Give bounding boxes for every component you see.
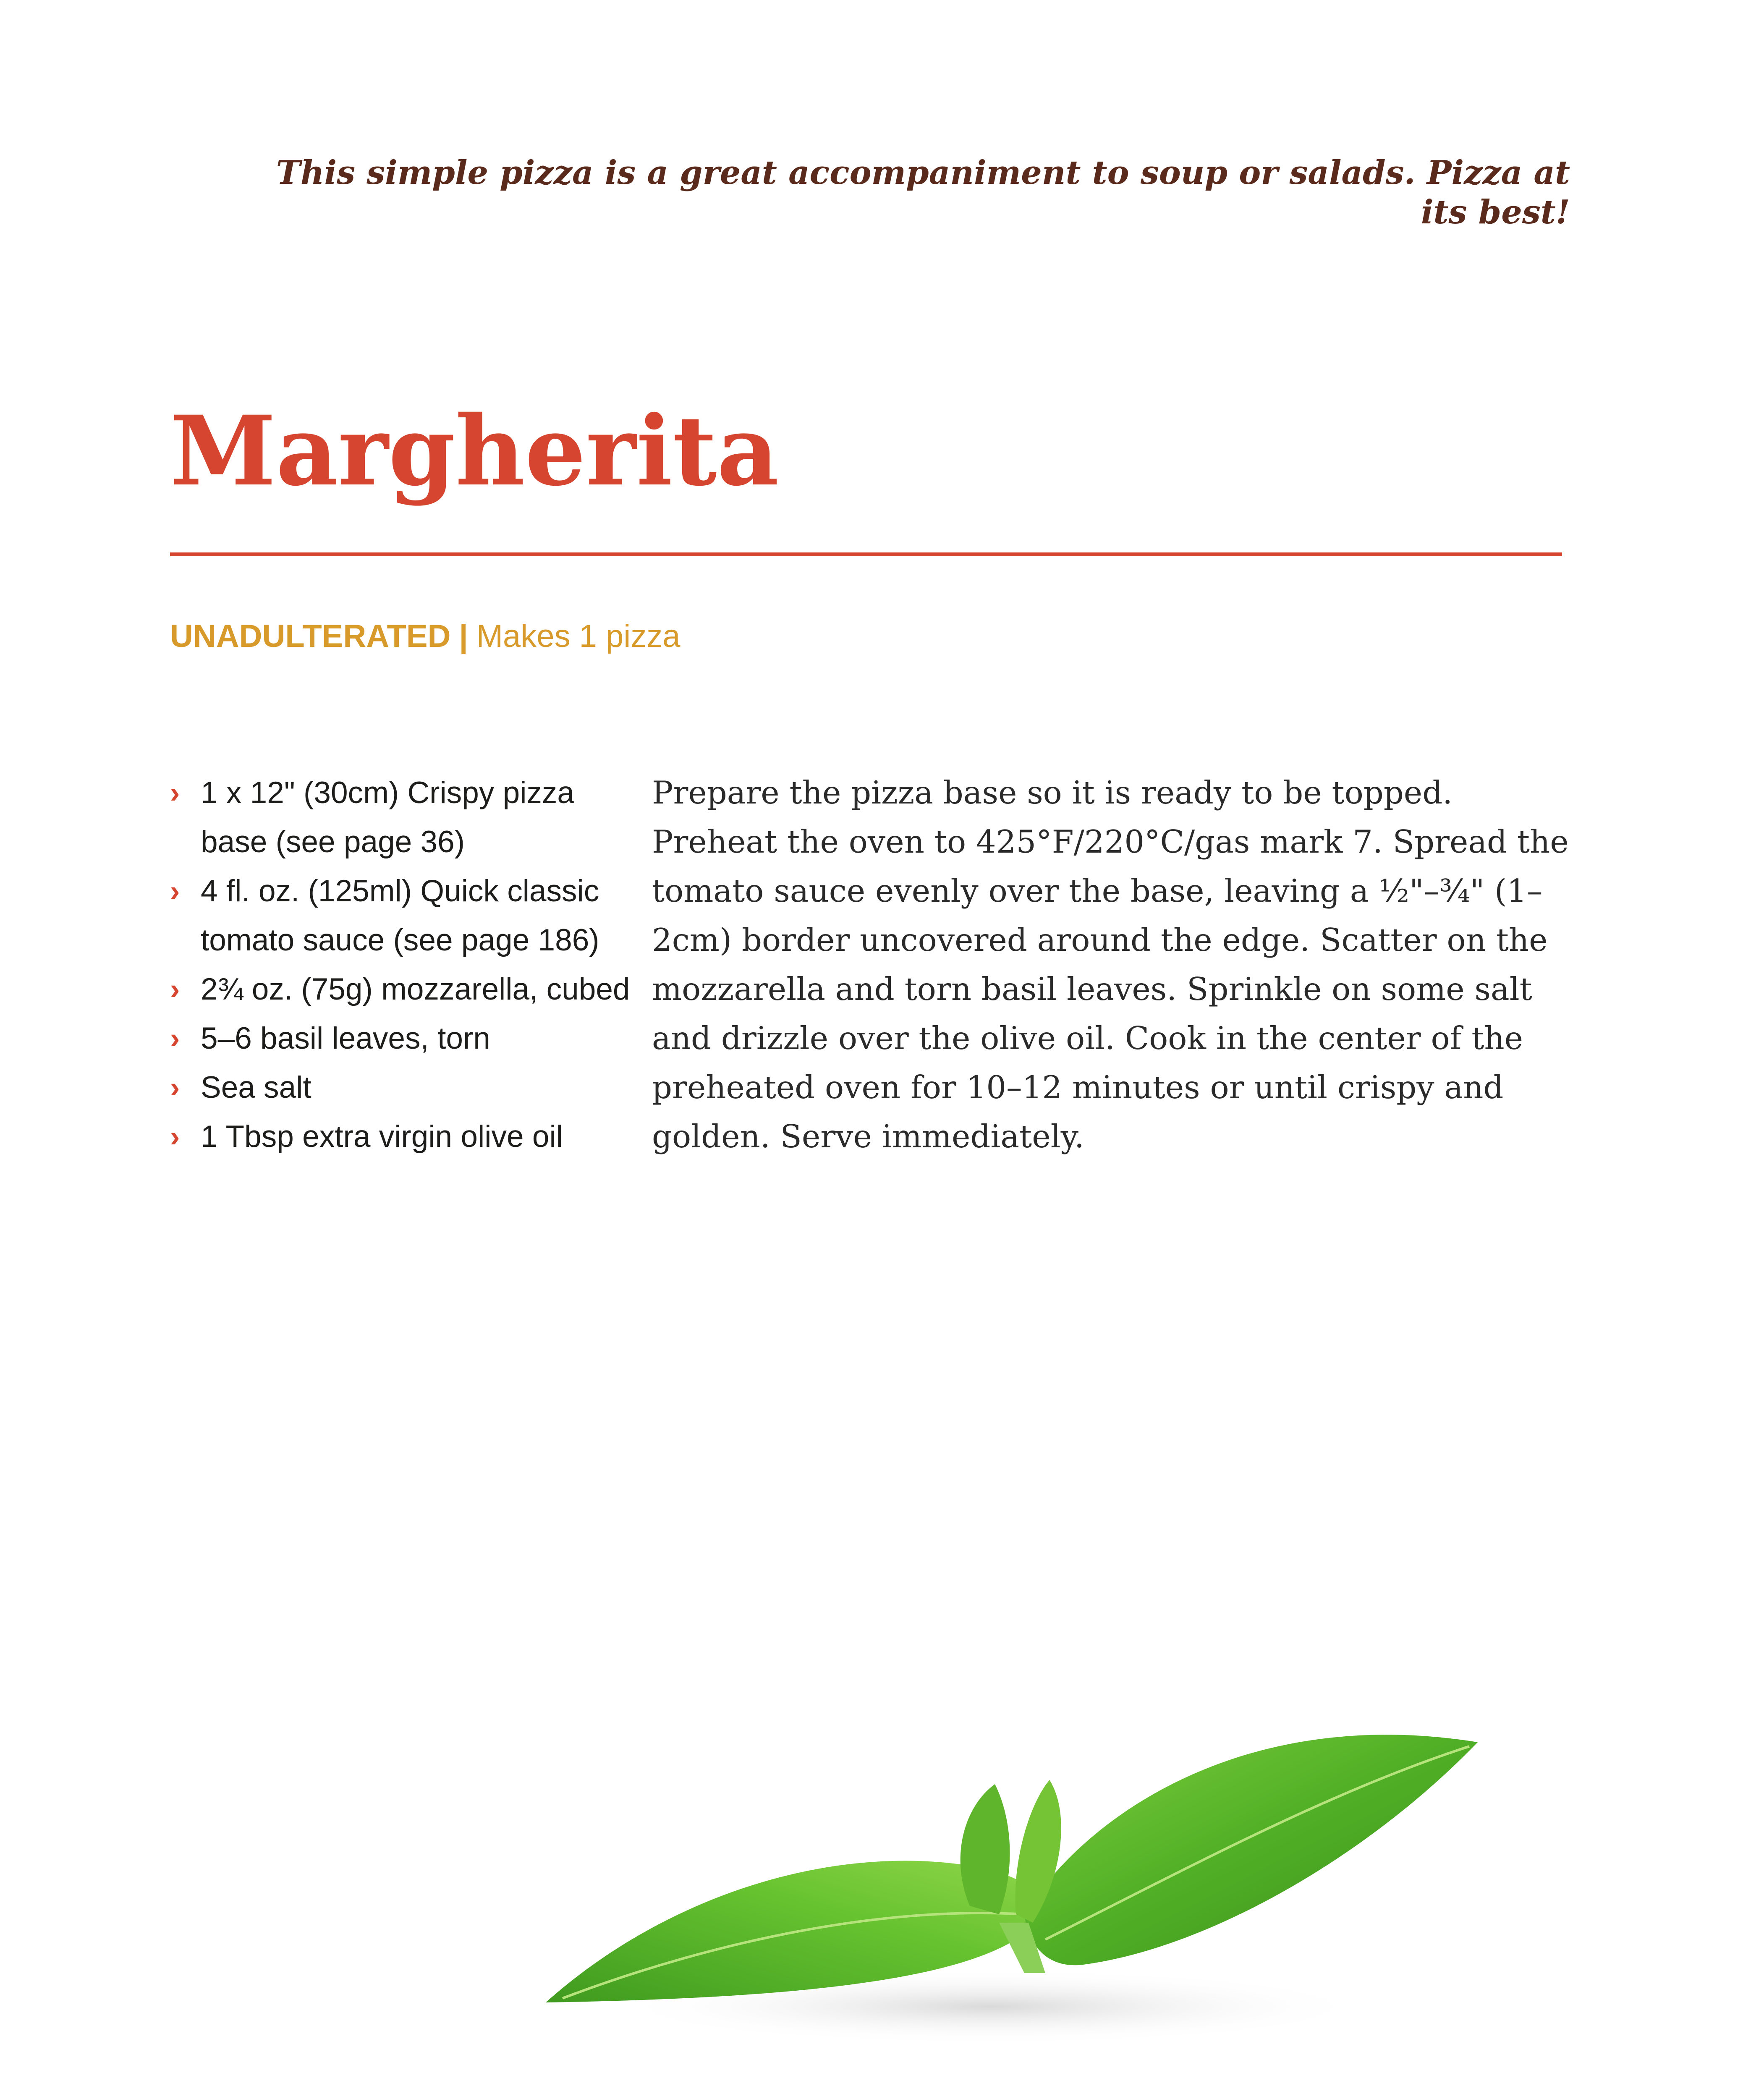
- chevron-right-icon: ›: [170, 1120, 180, 1153]
- meta-separator: |: [459, 618, 468, 654]
- recipe-category: UNADULTERATED: [170, 618, 451, 654]
- ingredient-text: Sea salt: [201, 1070, 311, 1104]
- ingredient-text: 2¾ oz. (75g) mozzarella, cubed: [201, 972, 630, 1006]
- title-divider: [170, 552, 1562, 556]
- ingredient-item: [170, 1112, 632, 1161]
- ingredient-text: 5–6 basil leaves, torn: [201, 1021, 490, 1055]
- method-text: Prepare the pizza base so it is ready to be topped. Preheat the oven to 425°F/220°C/gas mark 7. Spread the tomato sauce evenly over the base, leaving a ½"–¾" (1–2cm) border uncovered around the edge. Scatter on the mozzarella and torn basil leaves. Sprinkle on some salt and drizzle over the olive oil. Cook in the center of the preheated oven for 10–12 minutes or until crispy and golden. Serve immediately.: [652, 774, 1569, 1155]
- intro-text: This simple pizza is a great accompaniment to soup or salads. Pizza at its best!: [276, 154, 1570, 231]
- chevron-right-icon: ›: [170, 973, 180, 1005]
- recipe-title: Margherita: [170, 395, 779, 507]
- ingredient-item: [170, 1014, 632, 1063]
- ingredient-item: [170, 965, 632, 1014]
- chevron-right-icon: ›: [170, 874, 180, 907]
- chevron-right-icon: ›: [170, 776, 180, 809]
- ingredient-text: 4 fl. oz. (125ml) Quick classic tomato sauce (see page 186): [201, 874, 599, 957]
- chevron-right-icon: ›: [170, 1022, 180, 1055]
- recipe-yield: Makes 1 pizza: [476, 618, 680, 654]
- basil-leaves-image: [529, 1679, 1494, 2078]
- ingredient-item: [170, 768, 632, 866]
- chevron-right-icon: ›: [170, 1071, 180, 1104]
- ingredient-text: 1 Tbsp extra virgin olive oil: [201, 1120, 563, 1154]
- ingredient-item: [170, 1063, 632, 1112]
- ingredient-list: [170, 768, 632, 1161]
- ingredient-item: [170, 866, 632, 965]
- ingredient-text: 1 x 12" (30cm) Crispy pizza base (see page 36): [201, 776, 575, 859]
- recipe-meta: [170, 617, 680, 655]
